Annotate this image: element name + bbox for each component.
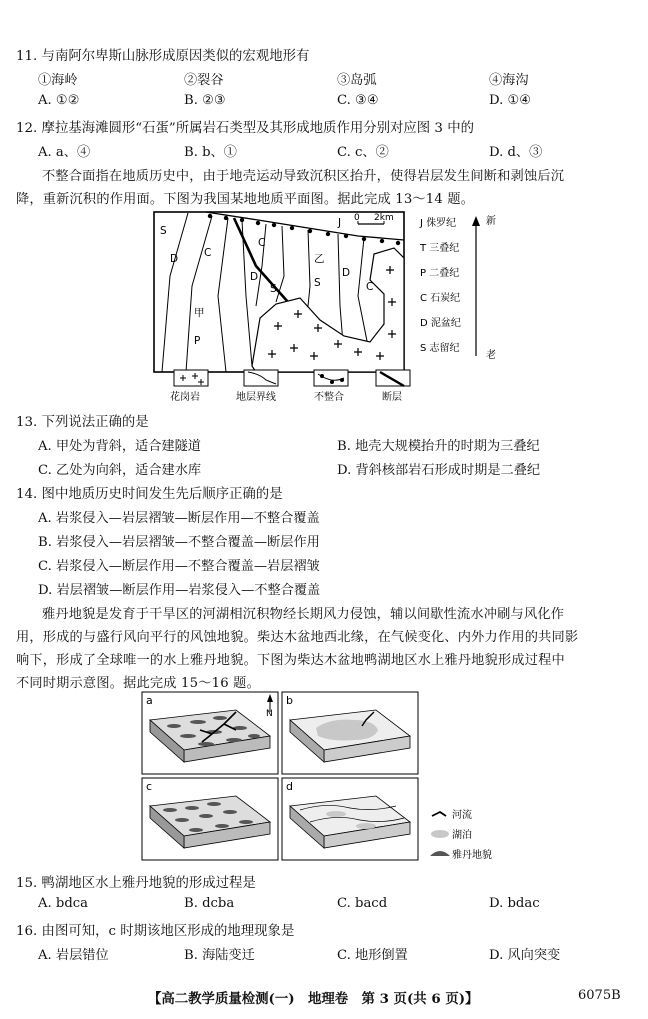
q11-item-4: ④海沟 xyxy=(489,73,529,88)
map-label-d3: D xyxy=(342,267,351,279)
geologic-timeline xyxy=(419,216,461,354)
geologic-map-figure xyxy=(148,206,508,406)
intro2-line2: 用，形成的与盛行风向平行的风蚀地貌。柴达木盆地西北缘，在气候变化、内外力作用的共同影 xyxy=(16,630,579,645)
map-label-s1: S xyxy=(160,225,167,237)
scale-bar xyxy=(354,213,394,224)
q15-option-c: C. bacd xyxy=(337,896,388,911)
scale-zero: 0 xyxy=(354,213,360,223)
q16-option-d: D. 风向突变 xyxy=(489,948,561,963)
q12-stem: 12. 摩拉基海滩圆形“石蛋”所属岩石类型及其形成地质作用分别对应图 3 中的 xyxy=(16,121,474,136)
map-label-s2: S xyxy=(270,283,277,295)
legend-granite-icon xyxy=(174,370,208,386)
exam-code: 6075B xyxy=(578,988,621,1003)
q13-option-c: C. 乙处为向斜，适合建水库 xyxy=(38,463,202,478)
timeline-p: P 二叠纪 xyxy=(420,268,460,279)
q11-option-c: C. ③④ xyxy=(337,93,379,108)
north-arrow-icon xyxy=(266,694,273,719)
timeline-s: S 志留纪 xyxy=(420,343,460,354)
q12-option-a: A. a、④ xyxy=(38,145,91,160)
timeline-c: C 石炭纪 xyxy=(420,293,461,304)
panel-c-terrain xyxy=(150,796,270,848)
q11-option-b: B. ②③ xyxy=(184,93,226,108)
legend-lake-icon xyxy=(431,830,449,838)
map-label-jia: 甲 xyxy=(194,307,205,319)
map-label-j: J xyxy=(338,217,342,229)
q11-stem: 11. 与南阿尔卑斯山脉形成原因类似的宏观地形有 xyxy=(16,49,310,64)
page-footer: 【高二教学质量检测(一) 地理卷 第 3 页(共 6 页)】 xyxy=(148,991,479,1007)
q12-option-d: D. d、③ xyxy=(489,145,543,160)
q11-option-d: D. ①④ xyxy=(489,93,532,108)
legend-unconformity-label: 不整合 xyxy=(314,392,344,403)
q12-option-c: C. c、② xyxy=(337,145,389,160)
map-legend xyxy=(170,370,410,403)
q11-item-2: ②裂谷 xyxy=(184,73,224,88)
q14-stem: 14. 图中地质历史时间发生先后顺序正确的是 xyxy=(16,487,283,502)
yardang-figure xyxy=(140,690,510,862)
timeline-new: 新 xyxy=(486,216,496,227)
q15-option-d: D. bdac xyxy=(489,896,540,911)
q16-option-a: A. 岩层错位 xyxy=(38,948,109,963)
q13-option-a: A. 甲处为背斜，适合建隧道 xyxy=(38,439,201,454)
timeline-old: 老 xyxy=(486,350,496,361)
legend-fault-label: 断层 xyxy=(382,392,402,403)
intro2-line4: 不同时期示意图。据此完成 15～16 题。 xyxy=(16,676,260,691)
timeline-t: T 三叠纪 xyxy=(420,243,460,254)
q16-option-b: B. 海陆变迁 xyxy=(184,948,255,963)
q14-option-d: D. 岩层褶皱—断层作用—岩浆侵入—不整合覆盖 xyxy=(38,583,321,598)
q16-stem: 16. 由图可知，c 时期该地区形成的地理现象是 xyxy=(16,924,295,939)
panel-a-terrain xyxy=(150,710,270,762)
intro2-line1: 雅丹地貌是发育于干旱区的河湖相沉积物经长期风力侵蚀，辅以间歇性流水冲刷与风化作 xyxy=(42,607,565,622)
panel-b-terrain xyxy=(290,710,410,762)
panel-d-terrain xyxy=(290,796,410,848)
q11-item-1: ①海岭 xyxy=(38,73,78,88)
q14-option-c: C. 岩浆侵入—断层作用—不整合覆盖—岩层褶皱 xyxy=(38,559,320,574)
panel-label-a: a xyxy=(146,694,153,707)
q12-option-b: B. b、① xyxy=(184,145,237,160)
legend-river-icon xyxy=(432,812,446,816)
legend-lake-label: 湖泊 xyxy=(452,830,472,841)
q11-option-a: A. ①② xyxy=(38,93,80,108)
yardang-legend xyxy=(430,808,492,861)
map-label-s3: S xyxy=(314,277,321,289)
map-label-p: P xyxy=(194,335,201,347)
legend-boundary-label: 地层界线 xyxy=(236,392,276,403)
map-label-d2: D xyxy=(250,271,259,283)
time-arrow-head xyxy=(472,216,480,226)
north-label: N xyxy=(266,709,273,719)
map-label-c3: C xyxy=(366,281,374,293)
scale-label: 2km xyxy=(374,213,394,223)
q15-option-a: A. bdca xyxy=(38,896,89,911)
timeline-d: D 泥盆纪 xyxy=(420,318,461,329)
legend-granite-label: 花岗岩 xyxy=(170,392,200,403)
q16-option-c: C. 地形倒置 xyxy=(337,948,408,963)
q13-option-b: B. 地壳大规模抬升的时期为三叠纪 xyxy=(337,439,540,454)
map-label-c1: C xyxy=(204,247,212,259)
intro1-line1: 不整合面指在地质历史中，由于地壳运动导致沉积区抬升，使得岩层发生间断和剥蚀后沉 xyxy=(42,169,565,184)
map-label-c2: C xyxy=(258,237,266,249)
intro1-line2: 降，重新沉积的作用面。下图为我国某地地质平面图。据此完成 13～14 题。 xyxy=(16,192,475,207)
q11-item-3: ③岛弧 xyxy=(337,73,377,88)
legend-yardang-icon xyxy=(430,851,450,856)
panel-label-c: c xyxy=(146,780,153,793)
map-label-d1: D xyxy=(170,253,179,265)
legend-yardang-label: 雅丹地貌 xyxy=(452,850,492,861)
map-label-yi: 乙 xyxy=(314,253,325,265)
q13-option-d: D. 背斜核部岩石形成时期是二叠纪 xyxy=(337,463,541,478)
timeline-j: J 侏罗纪 xyxy=(420,218,457,229)
unconformity-dots xyxy=(208,214,400,245)
q14-option-a: A. 岩浆侵入—岩层褶皱—断层作用—不整合覆盖 xyxy=(38,511,320,526)
panel-label-b: b xyxy=(286,694,293,707)
legend-river-label: 河流 xyxy=(452,810,472,821)
intro2-line3: 响下，形成了全球唯一的水上雅丹地貌。下图为柴达木盆地鸭湖地区水上雅丹地貌形成过程中 xyxy=(16,653,565,668)
q15-option-b: B. dcba xyxy=(184,896,235,911)
panel-label-d: d xyxy=(286,780,293,793)
q15-stem: 15. 鸭湖地区水上雅丹地貌的形成过程是 xyxy=(16,876,256,891)
q14-option-b: B. 岩浆侵入—岩层褶皱—不整合覆盖—断层作用 xyxy=(38,535,320,550)
q13-stem: 13. 下列说法正确的是 xyxy=(16,415,149,430)
